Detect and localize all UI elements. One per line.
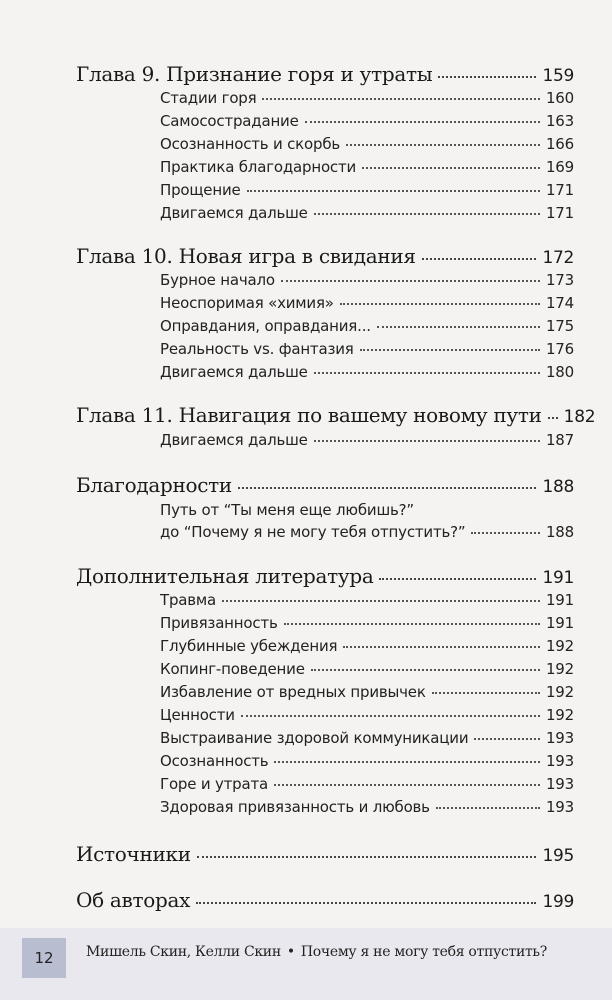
- dot-leader: [305, 121, 540, 123]
- dot-leader: [238, 487, 536, 489]
- dot-leader: [474, 738, 540, 740]
- toc-entry[interactable]: [160, 683, 574, 701]
- toc-page-number: 172: [542, 248, 574, 268]
- toc-entry[interactable]: [160, 660, 574, 678]
- dot-leader: [548, 417, 558, 419]
- toc-entry[interactable]: [160, 89, 574, 107]
- dot-leader: [314, 372, 540, 374]
- toc-entry[interactable]: [160, 752, 574, 770]
- toc-page-number: 193: [545, 798, 574, 816]
- toc-entry-title-line1: Путь от “Ты меня еще любишь?”: [160, 501, 414, 519]
- toc-entry[interactable]: [160, 158, 574, 176]
- toc-page-number: 173: [545, 271, 574, 289]
- toc-page-number: 193: [545, 752, 574, 770]
- dot-leader: [222, 600, 540, 602]
- dot-leader: [247, 190, 540, 192]
- toc-page-number: 166: [545, 135, 574, 153]
- toc-entry[interactable]: [160, 431, 574, 449]
- dot-leader: [197, 856, 537, 858]
- footer-page-number: 12: [22, 938, 66, 978]
- toc-entry[interactable]: [160, 271, 574, 289]
- toc-entry-title: Осознанность: [160, 752, 269, 770]
- toc-chapter-11[interactable]: [76, 403, 596, 427]
- toc-entry[interactable]: [160, 317, 574, 335]
- dot-leader: [377, 326, 540, 328]
- toc-chapter-title: Благодарности: [76, 473, 232, 497]
- dot-leader: [360, 349, 540, 351]
- toc-entry[interactable]: [160, 112, 574, 130]
- toc-entry-title: Стадии горя: [160, 89, 257, 107]
- footer-authors: Мишель Скин, Келли Скин: [86, 944, 281, 960]
- dot-leader: [471, 532, 540, 534]
- page-footer: [0, 928, 612, 1000]
- toc-entry-title: Самосострадание: [160, 112, 299, 130]
- toc-page-number: 171: [545, 181, 574, 199]
- toc-page-number: 192: [545, 683, 574, 701]
- toc-entry-title: Ценности: [160, 706, 235, 724]
- toc-entry[interactable]: [160, 204, 574, 222]
- toc-entry[interactable]: [160, 135, 574, 153]
- toc-entry-title: Привязанность: [160, 614, 278, 632]
- toc-entry-title: Здоровая привязанность и любовь: [160, 798, 430, 816]
- toc-page-number: 174: [545, 294, 574, 312]
- toc-page-number: 193: [545, 729, 574, 747]
- toc-entry[interactable]: [160, 294, 574, 312]
- footer-separator: •: [286, 944, 295, 960]
- toc-page-number: 191: [542, 568, 574, 588]
- dot-leader: [346, 144, 540, 146]
- toc-entry-title: Глубинные убеждения: [160, 637, 338, 655]
- toc-entry-title: Практика благодарности: [160, 158, 357, 176]
- dot-leader: [432, 692, 540, 694]
- toc-entry[interactable]: [160, 523, 574, 541]
- footer-book-title: Почему я не могу тебя отпустить?: [300, 944, 547, 960]
- dot-leader: [343, 646, 540, 648]
- toc-page-number: 175: [545, 317, 574, 335]
- toc-chapter-9[interactable]: [76, 62, 574, 86]
- toc-page-number: 191: [545, 591, 574, 609]
- toc-chapter-title: Дополнительная литература: [76, 564, 374, 588]
- toc-entry[interactable]: [160, 706, 574, 724]
- toc-chapter-title: Глава 9. Признание горя и утраты: [76, 62, 433, 86]
- running-footer: [86, 944, 547, 960]
- toc-page-number: 188: [545, 523, 574, 541]
- toc-about-authors[interactable]: [76, 888, 574, 912]
- dot-leader: [274, 784, 540, 786]
- toc-page-number: 176: [545, 340, 574, 358]
- toc-entry-title: Двигаемся дальше: [160, 363, 308, 381]
- toc-entry-title: Неоспоримая «химия»: [160, 294, 334, 312]
- toc-entry-title: Двигаемся дальше: [160, 204, 308, 222]
- toc-page-number: 191: [545, 614, 574, 632]
- dot-leader: [241, 715, 540, 717]
- toc-sources[interactable]: [76, 842, 574, 866]
- toc-entry-title: Бурное начало: [160, 271, 275, 289]
- dot-leader: [340, 303, 540, 305]
- toc-entry-title: Горе и утрата: [160, 775, 269, 793]
- toc-page-number: 160: [545, 89, 574, 107]
- toc-entry-title: Реальность vs. фантазия: [160, 340, 354, 358]
- toc-entry[interactable]: [160, 181, 574, 199]
- toc-page-number: 192: [545, 637, 574, 655]
- toc-page-number: 163: [545, 112, 574, 130]
- toc-page-number: 195: [542, 846, 574, 866]
- toc-entry[interactable]: [160, 340, 574, 358]
- toc-entry-title: Выстраивание здоровой коммуникации: [160, 729, 469, 747]
- toc-page-number: 192: [545, 660, 574, 678]
- toc-page-number: 188: [542, 477, 574, 497]
- dot-leader: [284, 623, 540, 625]
- toc-entry-title: Прощение: [160, 181, 241, 199]
- dot-leader: [274, 761, 540, 763]
- dot-leader: [362, 167, 540, 169]
- dot-leader: [281, 280, 540, 282]
- toc-chapter-title: Глава 11. Навигация по вашему новому пути: [76, 403, 542, 427]
- toc-entry-title: Копинг-поведение: [160, 660, 305, 678]
- toc-entry-title: Травма: [160, 591, 217, 609]
- toc-entry[interactable]: [160, 614, 574, 632]
- dot-leader: [196, 902, 536, 904]
- toc-page-number: 192: [545, 706, 574, 724]
- toc-entry-title: до “Почему я не могу тебя отпустить?”: [160, 523, 466, 541]
- toc-entry-title: Двигаемся дальше: [160, 431, 308, 449]
- dot-leader: [311, 669, 540, 671]
- dot-leader: [422, 258, 537, 260]
- toc-chapter-title: Об авторах: [76, 888, 191, 912]
- dot-leader: [438, 76, 536, 78]
- toc-entry[interactable]: [160, 775, 574, 793]
- toc-entry[interactable]: [160, 729, 574, 747]
- toc-chapter-10[interactable]: [76, 244, 574, 268]
- toc-page-number: 171: [545, 204, 574, 222]
- dot-leader: [314, 213, 540, 215]
- toc-entry[interactable]: [160, 591, 574, 609]
- toc-entry-title: Осознанность и скорбь: [160, 135, 341, 153]
- toc-entry-title: Избавление от вредных привычек: [160, 683, 426, 701]
- toc-entry[interactable]: [160, 363, 574, 381]
- toc-page-number: 169: [545, 158, 574, 176]
- toc-chapter-title: Глава 10. Новая игра в свидания: [76, 244, 416, 268]
- dot-leader: [379, 578, 536, 580]
- dot-leader: [262, 98, 540, 100]
- toc-page-number: 180: [545, 363, 574, 381]
- toc-page-number: 199: [542, 892, 574, 912]
- toc-page-number: 187: [545, 431, 574, 449]
- toc-entry-title: Оправдания, оправдания...: [160, 317, 371, 335]
- toc-additional-literature[interactable]: [76, 564, 574, 588]
- dot-leader: [314, 440, 540, 442]
- dot-leader: [436, 807, 540, 809]
- toc-entry[interactable]: [160, 637, 574, 655]
- toc-page-number: 182: [563, 407, 596, 427]
- toc-chapter-title: Источники: [76, 842, 191, 866]
- toc-page-number: 193: [545, 775, 574, 793]
- toc-entry[interactable]: [160, 798, 574, 816]
- toc-page-number: 159: [542, 66, 574, 86]
- toc-acknowledgements[interactable]: [76, 473, 574, 497]
